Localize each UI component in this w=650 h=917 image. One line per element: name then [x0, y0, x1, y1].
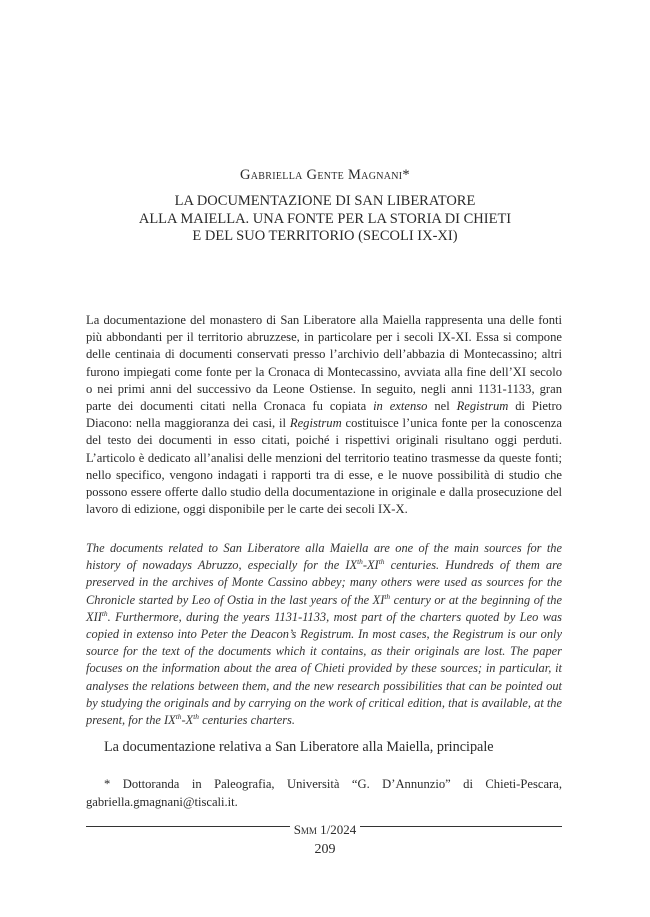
journal-label: Smm 1/2024: [290, 822, 361, 837]
abstract-italian: [86, 312, 562, 518]
abstract-italic: Registrum: [456, 399, 509, 414]
abstract-text: century or at the beginning of the XII: [86, 592, 562, 624]
title-line: ALLA MAIELLA. UNA FONTE PER LA STORIA DI CHIETI: [138, 210, 512, 227]
superscript: th: [101, 608, 108, 618]
abstract-text: -X: [181, 713, 194, 728]
superscript: th: [193, 711, 199, 721]
abstract-text: La documentazione del monastero di San Liberatore alla Maiella rappresenta una delle fonti più abbondanti per il territorio abruzzese, in particolare per i secoli IX-XI. Essa si compone delle centinaia di documenti conservati presso l’archivio dell’abbazia di Montecassino; altri furono impiegati come fonte per la Cronaca di Montecassino, avviata alla fine dell’XI secolo o nei primi anni del successivo da Leone Ostiense. In seguito, negli anni 1131-1133, gran parte dei documenti citati nella Cronaca fu copiata: [86, 313, 562, 414]
abstract-text: di Pietro Diacono: nella maggioranza dei casi, il: [86, 399, 562, 431]
abstract-text: -XI: [362, 558, 379, 573]
abstract-text: centuries charters.: [198, 713, 295, 728]
article-title: [60, 193, 590, 246]
superscript: th: [357, 557, 363, 567]
abstract-english: [86, 540, 562, 729]
superscript: th: [378, 557, 385, 567]
body-first-line: La documentazione relativa a San Liberatore alla Maiella, principale: [104, 739, 494, 755]
author-name: Gabriella Gente Magnani*: [240, 167, 410, 183]
footnote-text: * Dottoranda in Paleografia, Università “G. D’Annunzio” di Chieti-Pescara, gabriella.gmagnani@tiscali.it.: [86, 777, 562, 809]
abstract-text: . Furthermore, during the years 1131-1133, most part of the charters quoted by Leo was copied in extenso into Peter the Deacon’s Registrum. In most cases, the Registrum is our only source for the text of the documents which it contains, as their originals are lost. The paper focuses on the information about the area of Chieti provided by these sources; in particular, it analyses the relations between them, and the new research possibilities that can be pointed out by studying the originals and by carrying on the work of critical edition, that is available, at the present, for the IX: [86, 609, 562, 728]
abstract-text: nel: [427, 399, 457, 414]
title-line: E DEL SUO TERRITORIO (SECOLI IX-XI): [192, 228, 458, 244]
abstract-italic: Registrum: [289, 416, 342, 431]
superscript: th: [384, 591, 391, 601]
abstract-italic: in extenso: [373, 399, 428, 414]
page-number: 209: [314, 842, 336, 857]
abstract-text: costituisce l’unica fonte per la conoscenza del testo dei documenti in esso citati, poiché i rispettivi originali risultano oggi perduti. L’articolo è dedicato all’analisi delle menzioni del territorio teatino trasmesse da queste fonti; nello specifico, vengono indagati i rapporti tra di esse, e le nuove possibilità di studio che possono essere offerte dallo studio della documentazione in originale e dalla prosecuzione del lavoro di edizione, oggi disponibile per le carte dei secoli IX-X.: [86, 416, 562, 517]
abstract-text: The documents related to San Liberatore alla Maiella are one of the main sources for the history of nowadays Abruzzo, especially for the IX: [86, 541, 562, 573]
journal-footer: [0, 822, 650, 838]
title-line: LA DOCUMENTAZIONE DI SAN LIBERATORE: [174, 193, 476, 209]
abstract-text: centuries. Hundreds of them are preserved in the archives of Monte Cassino abbey; many others were used as sources for the Chronicle started by Leo of Ostia in the last years of the XI: [86, 558, 562, 607]
footnote: [86, 776, 562, 811]
superscript: th: [175, 711, 182, 721]
